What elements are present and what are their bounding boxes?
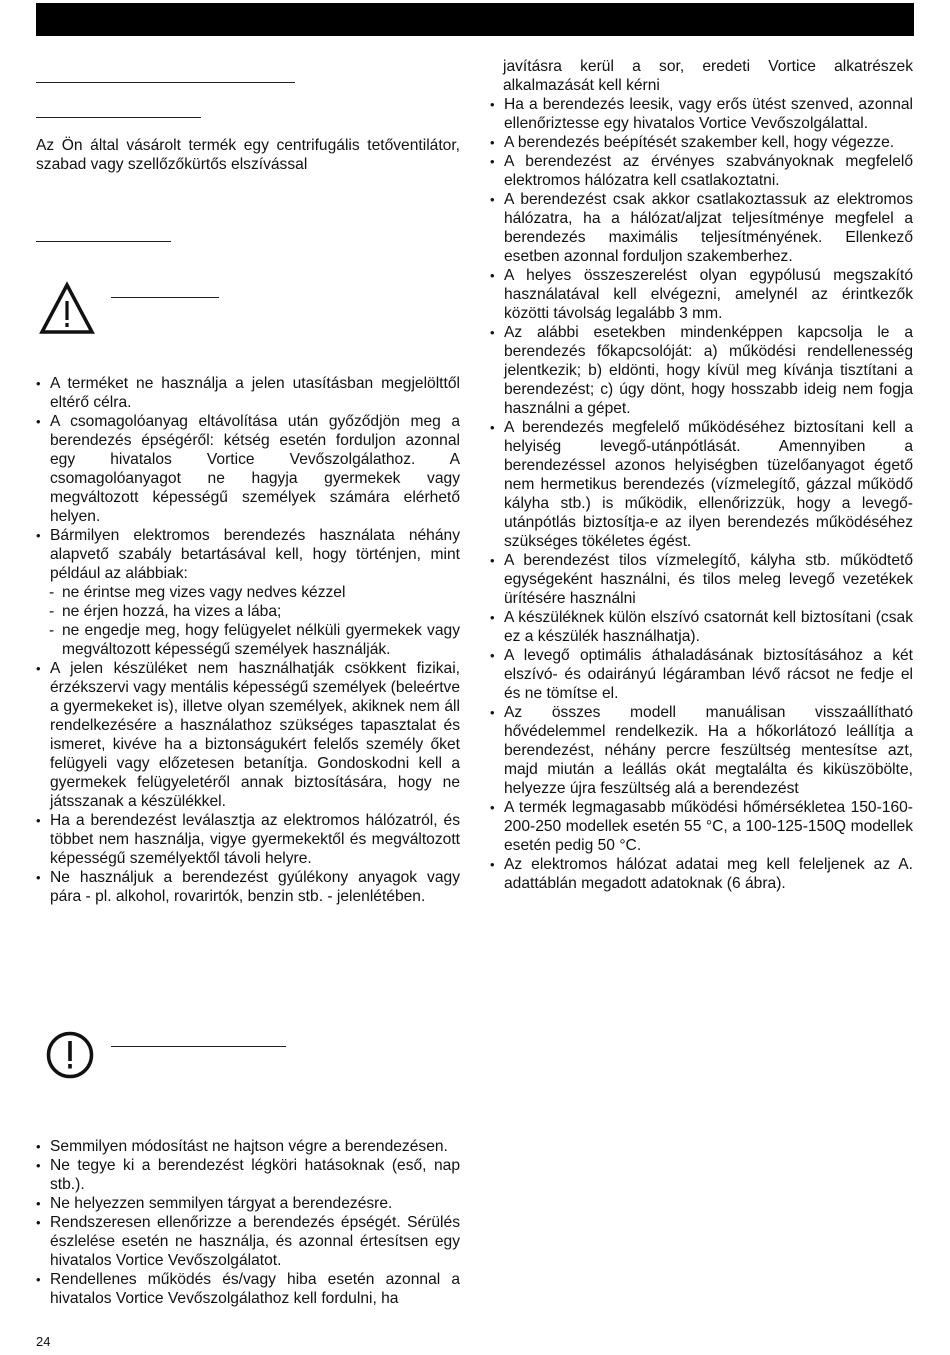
dash-list-wrapper — [36, 583, 460, 659]
list-item: • A berendezést az érvényes szabványoknak megfelelő elektromos hálózatra kell csatlakoztatni. — [490, 152, 913, 190]
list-item: • Az alábbi esetekben mindenképpen kapcsolja le a berendezés főkapcsolóját: a) működési rendellenesség jelentkezik; b) eldönti, hogy kívül meg kívánja tisztítani a berendezést; c) úgy dönt, hogy hosszabb ideig nem fogja használni a gépet. — [490, 323, 913, 418]
right-column-list — [490, 57, 913, 893]
page-number: 24 — [36, 1334, 51, 1349]
list-item: • A termék legmagasabb működési hőmérsékletea 150-160-200-250 modellek esetén 55 °C, a 100-125-150Q modellek esetén pedig 50 °C. — [490, 798, 913, 855]
heading-rule-3 — [36, 241, 171, 242]
list-item: • Ne tegye ki a berendezést légköri hatásoknak (eső, nap stb.). — [36, 1156, 460, 1194]
list-item: • Az összes modell manuálisan visszaállítható hővédelemmel rendelkezik. Ha a hőkorlátozó leállítja a berendezést, néhány percre feszültség mentesítse azt, majd miután a leállás okát megtalálta és kiküszöbölte, helyezze újra feszültség alá a berendezést — [490, 703, 913, 798]
warning-heading-rule — [111, 297, 219, 298]
list-item: • Ha a berendezés leesik, vagy erős ütést szenved, azonnal ellenőriztesse egy hivatalos Vortice Vevőszolgálattal. — [490, 95, 913, 133]
dash-list-item: - ne érjen hozzá, ha vizes a lába; — [49, 602, 460, 621]
list-item: • Ne használjuk a berendezést gyúlékony anyagok vagy pára - pl. alkohol, rovarirtók, benzin stb. - jelenlétében. — [36, 868, 460, 906]
caution-heading-rule — [111, 1046, 286, 1047]
list-item: • A helyes összeszerelést olyan egypólusú megszakító használatával kell elvégezni, amelynél az érintkezők közötti távolság legalább 3 mm. — [490, 266, 913, 323]
list-item: • Rendszeresen ellenőrizze a berendezés épségét. Sérülés észlelése esetén ne használja, és azonnal értesítsen egy hivatalos Vortice Vevőszolgálatot. — [36, 1213, 460, 1270]
continuation-text: javításra kerül a sor, eredeti Vortice alkatrészek alkalmazását kell kérni — [503, 58, 913, 94]
list-item: • A készüléknek külön elszívó csatornát kell biztosítani (csak ez a készülék használhatja). — [490, 608, 913, 646]
exclamation-circle-icon — [45, 1030, 95, 1080]
list-item: • A berendezést csak akkor csatlakoztassuk az elektromos hálózatra, ha a hálózat/aljzat teljesítménye megfelel a berendezés maximális teljesítményének. Ellenkező esetben azonnal forduljon szakemberhez. — [490, 190, 913, 266]
list-item: • A berendezést tilos vízmelegítő, kályha stb. működtető egységeként használni, és tilos meleg levegő vezetékek ürítésére használni — [490, 551, 913, 608]
list-item: • Az elektromos hálózat adatai meg kell feleljenek az A. adattáblán megadott adatoknak (6 ábra). — [490, 855, 913, 893]
left-column-caution-list — [36, 1137, 460, 1308]
dash-list-item: - ne érintse meg vizes vagy nedves kézzel — [49, 583, 460, 602]
list-item: • A csomagolóanyag eltávolítása után győződjön meg a berendezés épségéről: kétség esetén forduljon azonnal egy hivatalos Vortice Vevőszolgálathoz. A csomagolóanyagot ne hagyja gyermekek vagy megváltozott képességű személyek számára elérhető helyen. — [36, 412, 460, 526]
list-item: • Rendellenes működés és/vagy hiba esetén azonnal a hivatalos Vortice Vevőszolgálathoz kell fordulni, ha — [36, 1270, 460, 1308]
list-item: • A levegő optimális áthaladásának biztosításához a két elszívó- és odairányú légáramban lévő rácsot ne fedje el és ne tömítse el. — [490, 646, 913, 703]
warning-triangle-icon — [39, 281, 95, 335]
left-column-safety-list — [36, 374, 460, 906]
list-item: • A berendezés megfelelő működéséhez biztosítani kell a helyiség levegő-utánpótlását. Amennyiben a berendezéssel azonos helyiségben tüzelőanyagot égető nem hermetikus berendezés (vízmelegítő, gázzal működő kályha stb.) is működik, ellenőrizzük, hogy a levegő-utánpótlás biztosítja-e az ilyen berendezés működéséhez szükséges tökéletes égést. — [490, 418, 913, 551]
header-bar — [36, 3, 914, 36]
intro-paragraph: Az Ön által vásárolt termék egy centrifugális tetőventilátor, szabad vagy szellőzőkürtős elszívással — [36, 137, 460, 173]
list-item: • A terméket ne használja a jelen utasításban megjelölttől eltérő célra. — [36, 374, 460, 412]
dash-list-item: - ne engedje meg, hogy felügyelet nélküli gyermekek vagy megváltozott képességű személyek használják. — [49, 621, 460, 659]
list-item: • A jelen készüléket nem használhatják csökkent fizikai, érzékszervi vagy mentális képességű személyek (beleértve a gyermekeket is), illetve olyan személyek, akiknek nem áll rendelkezésére a használathoz szükséges tapasztalat és ismeret, kivéve ha a biztonságukért felelős személy őket felügyeli vagy előzetesen betanítja. Gondoskodni kell a gyermekek felügyeletéről annak biztosítására, hogy ne játsszanak a készülékkel. — [36, 659, 460, 811]
list-item: • Semmilyen módosítást ne hajtson végre a berendezésen. — [36, 1137, 460, 1156]
list-item: • Bármilyen elektromos berendezés használata néhány alapvető szabály betartásával kell, hogy történjen, mint például az alábbiak: — [36, 526, 460, 583]
list-item: • A berendezés beépítését szakember kell, hogy végezze. — [490, 133, 913, 152]
list-item: • Ha a berendezést leválasztja az elektromos hálózatról, és többet nem használja, vigye gyermekektől és megváltozott képességű személyektől távoli helyre. — [36, 811, 460, 868]
heading-rule-1 — [36, 82, 295, 83]
heading-rule-2 — [36, 117, 201, 118]
list-item: • Ne helyezzen semmilyen tárgyat a berendezésre. — [36, 1194, 460, 1213]
